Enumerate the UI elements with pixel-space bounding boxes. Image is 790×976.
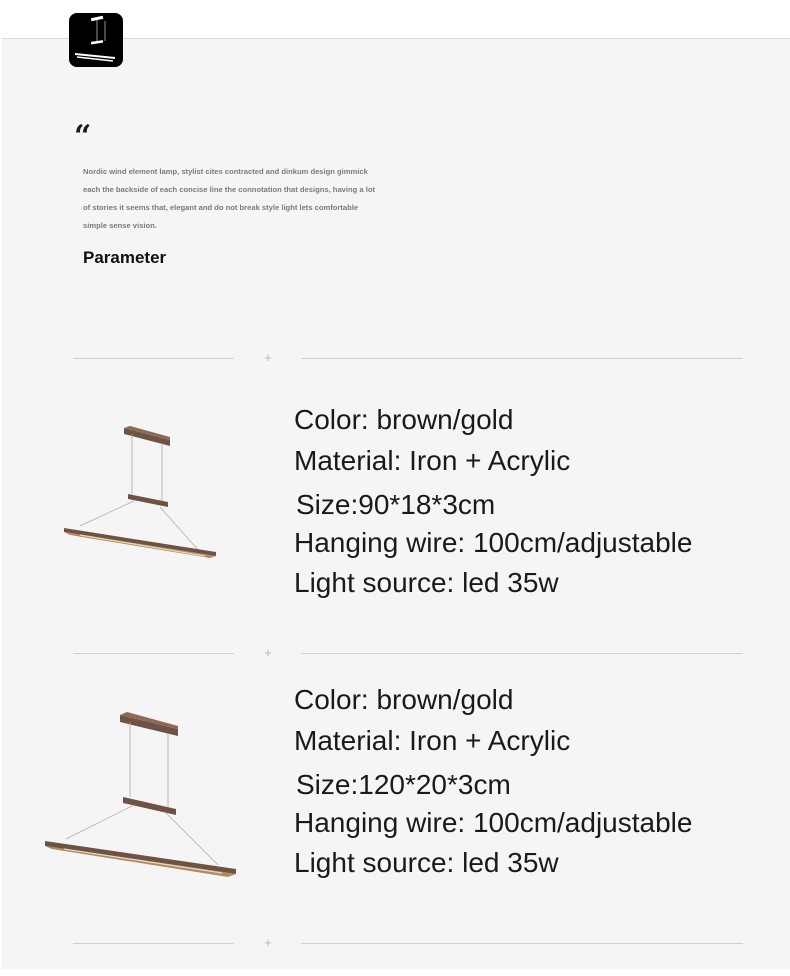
separator-line-left xyxy=(73,943,234,944)
separator-line-right xyxy=(301,943,743,944)
intro-line: simple sense vision. xyxy=(83,221,157,230)
spec-hanging-wire: Hanging wire: 100cm/adjustable xyxy=(294,807,693,838)
spec-color: Color: brown/gold xyxy=(294,684,514,715)
section-separator xyxy=(0,351,790,365)
section-separator xyxy=(0,936,790,950)
separator-plus-icon: + xyxy=(264,935,272,950)
spec-light-source: Light source: led 35w xyxy=(294,847,559,878)
product-image-90cm xyxy=(60,420,225,565)
spec-material: Material: Iron + Acrylic xyxy=(294,445,571,476)
intro-line: each the backside of each concise line the connotation that designs, having a lot xyxy=(83,185,375,194)
pendant-lamp-icon xyxy=(60,420,225,565)
spec-hanging-wire: Hanging wire: 100cm/adjustable xyxy=(294,527,693,558)
intro-line: of stories it seems that, elegant and do not break style light lets comfortable xyxy=(83,203,359,212)
spec-material: Material: Iron + Acrylic xyxy=(294,725,571,756)
spec-size: Size:120*20*3cm xyxy=(296,769,511,800)
spec-color: Color: brown/gold xyxy=(294,404,514,435)
brand-logo xyxy=(69,13,123,67)
intro-line: Nordic wind element lamp, stylist cites contracted and dinkum design gimmick xyxy=(83,167,368,176)
lamp-logo-icon xyxy=(69,13,123,67)
separator-line-left xyxy=(73,653,234,654)
intro-text xyxy=(83,163,423,235)
separator-plus-icon: + xyxy=(264,645,272,660)
section-separator xyxy=(0,646,790,660)
spec-size: Size:90*18*3cm xyxy=(296,489,496,520)
separator-line-left xyxy=(73,358,234,359)
separator-line-right xyxy=(301,358,743,359)
pendant-lamp-icon xyxy=(40,705,245,880)
parameter-title: Parameter xyxy=(83,248,167,267)
separator-line-right xyxy=(301,653,743,654)
quote-icon: “ xyxy=(74,119,92,154)
product-image-120cm xyxy=(40,705,245,880)
separator-plus-icon: + xyxy=(264,350,272,365)
spec-light-source: Light source: led 35w xyxy=(294,567,559,598)
